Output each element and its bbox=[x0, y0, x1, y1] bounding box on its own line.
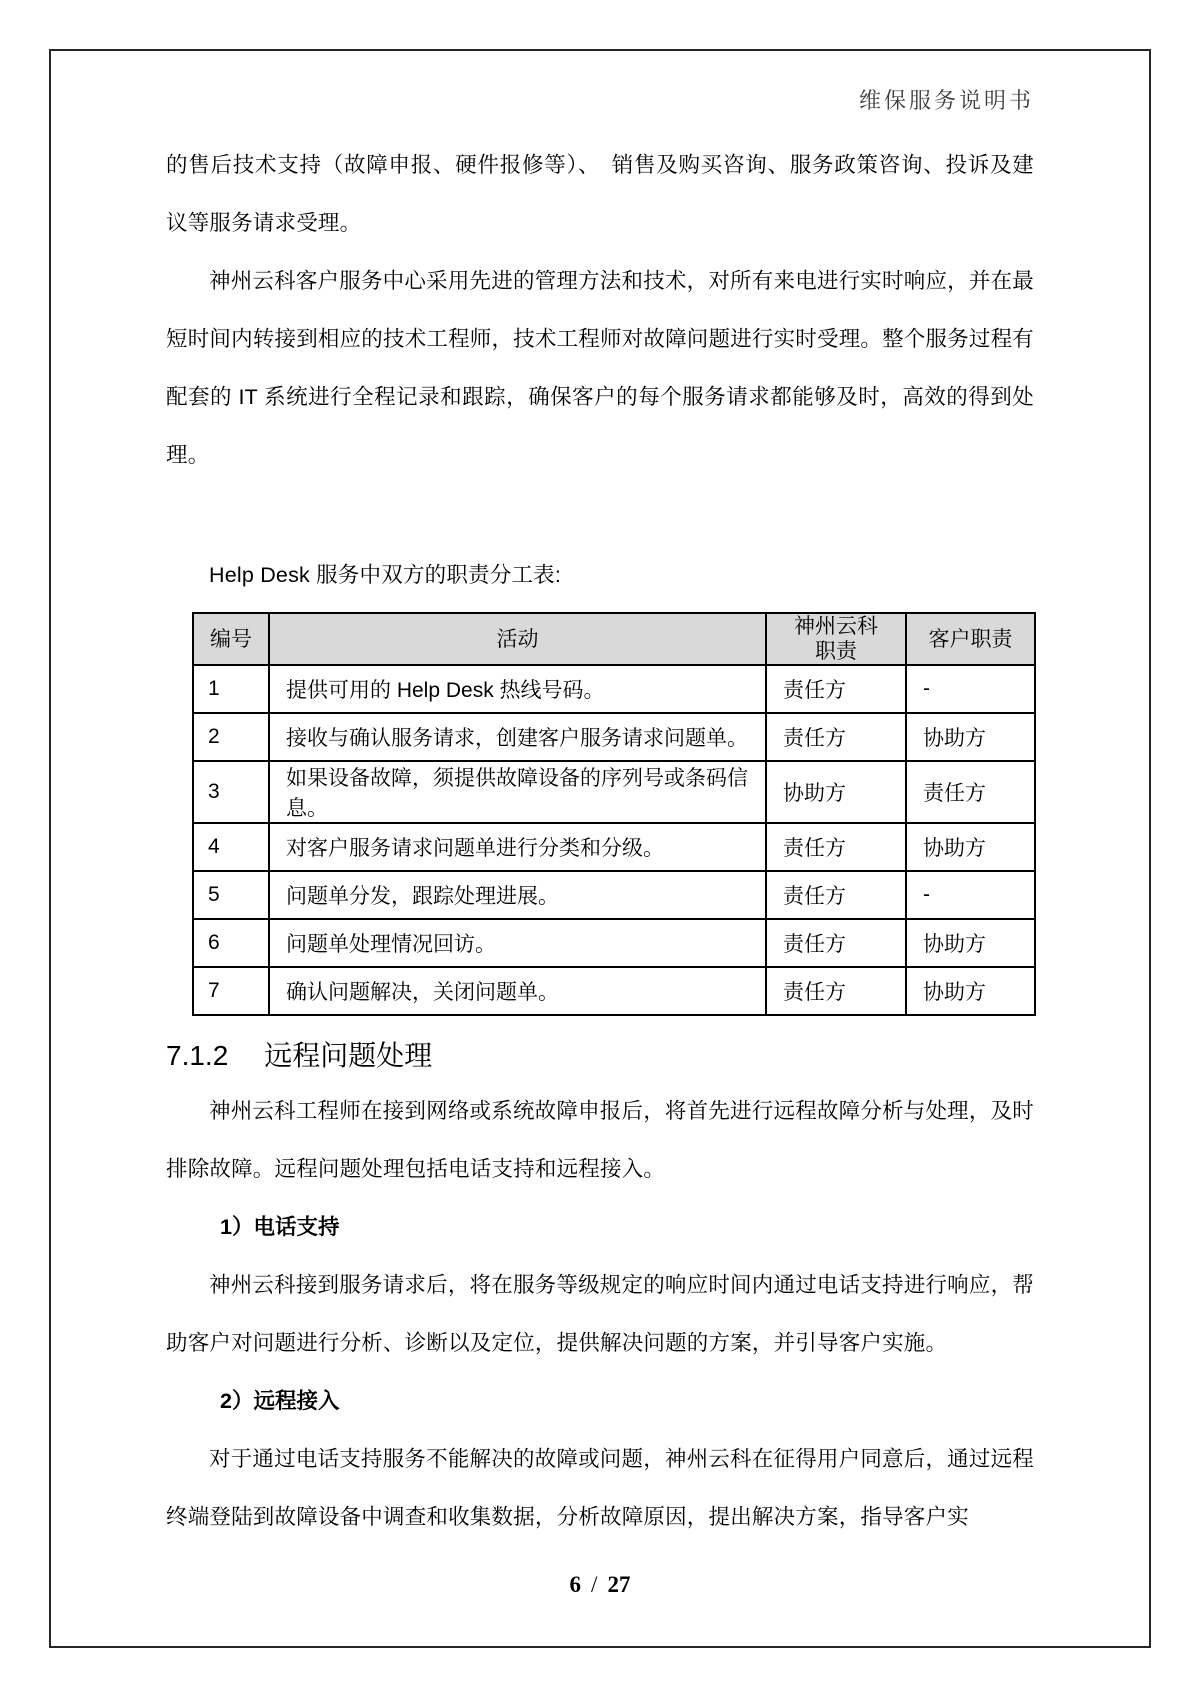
page-number-current: 6 bbox=[569, 1572, 582, 1597]
table-row bbox=[193, 713, 1035, 761]
table-row bbox=[193, 665, 1035, 713]
table-row bbox=[193, 919, 1035, 967]
responsibility-table-body bbox=[193, 665, 1035, 1015]
cell-no: 4 bbox=[193, 823, 269, 871]
cell-activity: 提供可用的 Help Desk 热线号码。 bbox=[269, 665, 766, 713]
header-cell-vendor-line2: 职责 bbox=[815, 640, 857, 663]
subsection-phone-support-heading: 1）电话支持 bbox=[220, 1215, 340, 1239]
cell-no: 2 bbox=[193, 713, 269, 761]
cell-activity: 对客户服务请求问题单进行分类和分级。 bbox=[269, 823, 766, 871]
page-content bbox=[166, 0, 1034, 1546]
header-cell-vendor-line1: 神州云科 bbox=[794, 615, 878, 638]
section-number: 7.1.2 bbox=[166, 1040, 229, 1071]
subsection-remote-access-heading: 2）远程接入 bbox=[220, 1389, 340, 1413]
table-row bbox=[193, 823, 1035, 871]
paragraph-service-center: 神州云科客户服务中心采用先进的管理方法和技术，对所有来电进行实时响应，并在最短时间内转接到相应的技术工程师，技术工程师对故障问题进行实时受理。整个服务过程有配套的 IT 系统进行全程记录和跟踪，确保客户的每个服务请求都能够及时，高效的得到处理。 bbox=[166, 269, 1035, 467]
cell-customer: 责任方 bbox=[906, 761, 1035, 823]
table-row bbox=[193, 871, 1035, 919]
cell-customer: 协助方 bbox=[906, 713, 1035, 761]
paragraph-remote-access: 对于通过电话支持服务不能解决的故障或问题，神州云科在征得用户同意后，通过远程终端登陆到故障设备中调查和收集数据，分析故障原因，提出解决方案，指导客户实 bbox=[166, 1447, 1034, 1529]
cell-customer: 协助方 bbox=[906, 823, 1035, 871]
responsibility-table-head bbox=[193, 613, 1035, 665]
cell-customer: 协助方 bbox=[906, 919, 1035, 967]
cell-no: 3 bbox=[193, 761, 269, 823]
cell-activity: 问题单分发，跟踪处理进展。 bbox=[269, 871, 766, 919]
section-heading bbox=[166, 1036, 1034, 1076]
cell-customer: - bbox=[906, 871, 1035, 919]
document-header-title: 维保服务说明书 bbox=[858, 88, 1034, 113]
cell-vendor: 责任方 bbox=[766, 967, 906, 1015]
paragraph-remote-handling: 神州云科工程师在接到网络或系统故障申报后，将首先进行远程故障分析与处理，及时排除故障。远程问题处理包括电话支持和远程接入。 bbox=[166, 1099, 1034, 1181]
cell-vendor: 协助方 bbox=[766, 761, 906, 823]
cell-vendor: 责任方 bbox=[766, 713, 906, 761]
cell-activity: 接收与确认服务请求，创建客户服务请求问题单。 bbox=[269, 713, 766, 761]
cell-activity: 确认问题解决，关闭问题单。 bbox=[269, 967, 766, 1015]
page-number-total: 27 bbox=[607, 1572, 631, 1597]
cell-vendor: 责任方 bbox=[766, 871, 906, 919]
cell-customer: - bbox=[906, 665, 1035, 713]
page-number bbox=[0, 1572, 1200, 1598]
header-cell-no: 编号 bbox=[193, 613, 269, 665]
cell-no: 1 bbox=[193, 665, 269, 713]
table-row bbox=[193, 967, 1035, 1015]
responsibility-table bbox=[192, 612, 1036, 1016]
cell-customer: 协助方 bbox=[906, 967, 1035, 1015]
cell-no: 7 bbox=[193, 967, 269, 1015]
table-header-row bbox=[193, 613, 1035, 665]
cell-vendor: 责任方 bbox=[766, 823, 906, 871]
cell-activity: 如果设备故障，须提供故障设备的序列号或条码信息。 bbox=[269, 761, 766, 823]
header-cell-customer: 客户职责 bbox=[906, 613, 1035, 665]
document-header bbox=[166, 84, 1034, 114]
cell-no: 6 bbox=[193, 919, 269, 967]
page-number-separator: / bbox=[591, 1572, 598, 1597]
cell-activity: 问题单处理情况回访。 bbox=[269, 919, 766, 967]
table-row bbox=[193, 761, 1035, 823]
table-caption: Help Desk 服务中双方的职责分工表: bbox=[209, 563, 562, 587]
section-title: 远程问题处理 bbox=[264, 1040, 433, 1071]
cell-vendor: 责任方 bbox=[766, 665, 906, 713]
header-cell-vendor bbox=[766, 613, 906, 665]
header-cell-activity: 活动 bbox=[269, 613, 766, 665]
paragraph-phone-support: 神州云科接到服务请求后，将在服务等级规定的响应时间内通过电话支持进行响应，帮助客户对问题进行分析、诊断以及定位，提供解决问题的方案，并引导客户实施。 bbox=[166, 1273, 1034, 1355]
cell-no: 5 bbox=[193, 871, 269, 919]
cell-vendor: 责任方 bbox=[766, 919, 906, 967]
paragraph-continuation: 的售后技术支持（故障申报、硬件报修等）、 销售及购买咨询、服务政策咨询、投诉及建议等服务请求受理。 bbox=[166, 153, 1034, 235]
